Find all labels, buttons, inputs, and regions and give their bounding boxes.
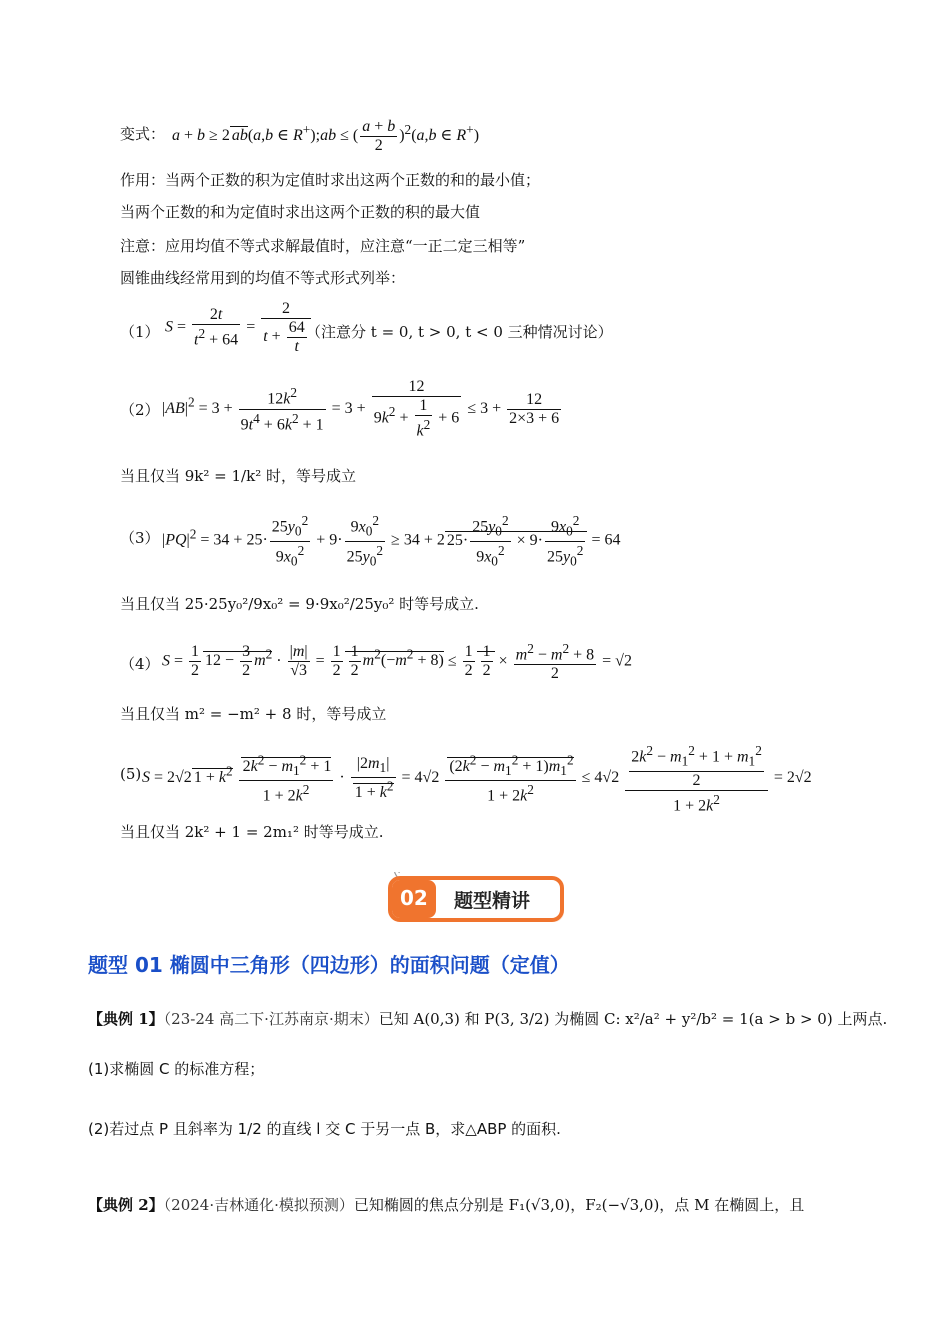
example-1-q1: (1)求椭圆 C 的标准方程； <box>88 1060 265 1078</box>
example-2-source: （2024·吉林通化·模拟预测） <box>163 1196 354 1214</box>
formula-5: S = 2√2 $1 + k^2$ $\frac{2k^2 - m_1^2 + 1}{1 + 2k^2}$ · $\frac{|2m_1|}{1 + k^2}$ = 4√2 $\frac{(2k^2 - m_1^2 + 1)m_1^2}{1 + 2k^2}$ ≤ 4√2 $\frac{\frac{2k^2 - m_1^2 + 1 + m_1^2}{2}}{1 + 2k^2}$ = 2√2 <box>142 743 812 814</box>
example-2-text: 已知椭圆的焦点分别是 F₁(√3,0)，F₂(−√3,0)，点 M 在椭圆上，且 <box>353 1196 805 1214</box>
formula-2: $|AB|^2 = 3$ + $\frac{12k^2}{9t^4 + 6k^2 + 1}$ = 3 + 12 $9k^2$ + $\frac{1}{k^2}$ + 6 ≤ 3 + $\frac{12}{2\times 3 + 6}$ <box>162 378 560 440</box>
formula-2-equality: 当且仅当 9k² = 1/k² 时，等号成立 <box>120 467 356 485</box>
formula-1-label: （1） <box>120 323 160 341</box>
variant-formula-render: a + b ≥ 2 ab(a,b ∈ R+);ab ≤ ( $\frac{a + b}{2}$ )$^2$(a,b ∈ R+) <box>172 118 480 154</box>
note-line: 注意：应用均值不等式求解最值时，应注意“一正二定三相等” <box>120 237 526 255</box>
example-2-tag: 【典例 2】 <box>88 1196 164 1214</box>
use-line-1: 作用：当两个正数的积为定值时求出这两个正数的和的最小值； <box>120 171 541 189</box>
banner-number: 02 <box>400 886 428 910</box>
formula-4: S = $\frac{1}{2}$ 12 − $\frac{3}{2}$ $m^2$ · $\frac{|m|}{√3}$ = $\frac{1}{2}$ $\frac{1}{2}$ $m^2(-m^2 + 8)$ ≤ $\frac{1}{2}$ $\frac{1}{2}$ × $\frac{m^2 - m^2 + 8}{2}$ = √2 <box>162 641 632 683</box>
variant-label: 变式： <box>120 125 166 143</box>
formula-1-note: （注意分 t = 0, t > 0, t < 0 三种情况讨论） <box>306 323 613 341</box>
example-1-source: （23-24 高二下·江苏南京·期末） <box>163 1010 379 1028</box>
section-banner <box>388 872 566 924</box>
formula-3: $|PQ|^2 = 34 + 25\cdot$ $\frac{25y_0^2}{9x_0^2}$ + 9· $\frac{9x_0^2}{25y_0^2}$ ≥ 34 + 2 25· $\frac{25y_0^2}{9x_0^2}$ × 9· $\frac{9x_0^2}{25y_0^2}$ = 64 <box>162 513 621 569</box>
section-title: 题型 01 椭圆中三角形（四边形）的面积问题（定值） <box>88 953 570 977</box>
example-1-tag: 【典例 1】 <box>88 1010 164 1028</box>
example-1-text: 已知 A(0,3) 和 P(3, 3/2) 为椭圆 C: x²/a² + y²/b² = 1(a > b > 0) 上两点. <box>378 1010 888 1028</box>
formula-3-equality: 当且仅当 25·25y₀²/9x₀² = 9·9x₀²/25y₀² 时等号成立. <box>120 595 479 613</box>
formula-4-equality: 当且仅当 m² = −m² + 8 时，等号成立 <box>120 705 387 723</box>
list-intro: 圆锥曲线经常用到的均值不等式形式列举： <box>120 269 406 287</box>
formula-4-label: （4） <box>120 655 160 673</box>
formula-2-label: （2） <box>120 401 160 419</box>
example-1-q2: (2)若过点 P 且斜率为 1/2 的直线 l 交 C 于另一点 B，求△ABP 的面积. <box>88 1120 561 1138</box>
formula-5-label: (5) <box>120 765 142 783</box>
example-2 <box>88 1194 804 1215</box>
variant-line <box>120 124 165 144</box>
formula-1: S = $\frac{2t}{t^2 + 64}$ = 2 t + $\frac{64}{t}$ <box>165 300 313 356</box>
formula-5-equality: 当且仅当 2k² + 1 = 2m₁² 时等号成立. <box>120 823 384 841</box>
banner-title: 题型精讲 <box>454 890 531 912</box>
use-line-2: 当两个正数的和为定值时求出这两个正数的积的最大值 <box>120 203 481 221</box>
example-1 <box>88 1008 887 1029</box>
formula-3-label: （3） <box>120 529 160 547</box>
